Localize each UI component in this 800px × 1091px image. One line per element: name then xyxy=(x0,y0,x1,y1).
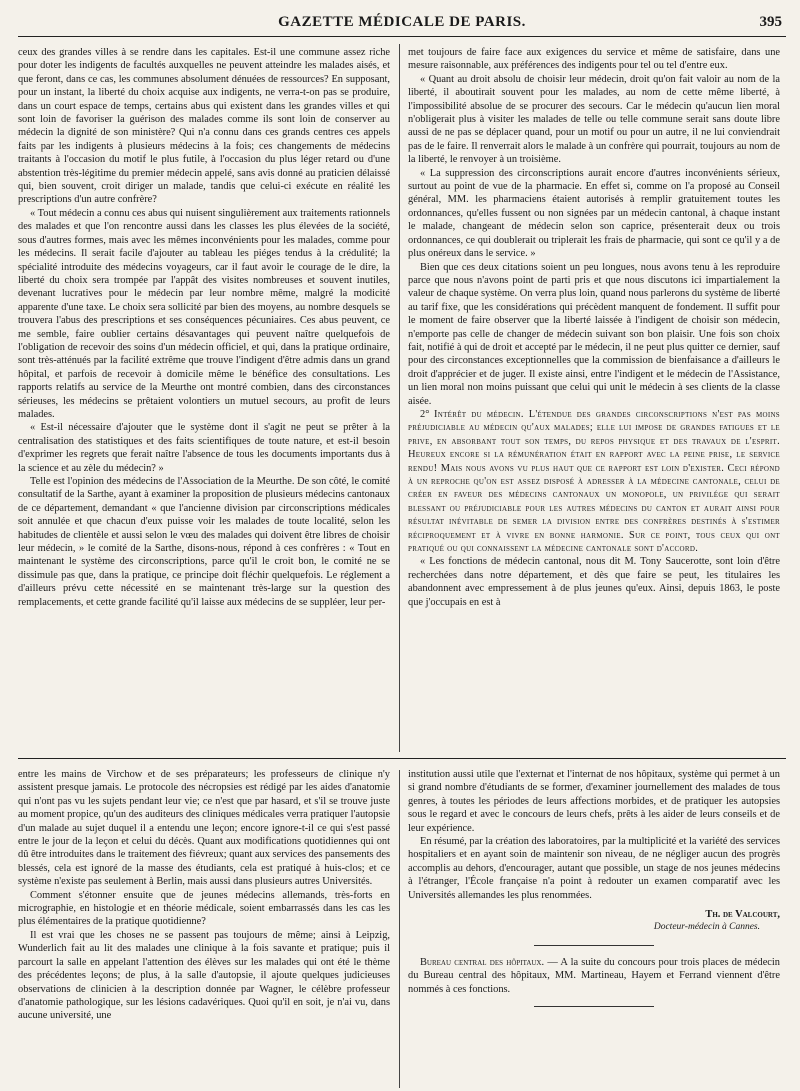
page-number: 395 xyxy=(759,14,782,30)
short-rule xyxy=(534,1006,654,1007)
section-text: Intérêt du médecin. L'étendue des grandes circonscriptions n'est pas moins préjudiciable au médecin qu'aux malades; elle lui impose de grandes fatigues et le prive, en absorbant tout son temps, du repos physique et des travaux de l'esprit. Heureux encore si la rémunération était en rapport avec la peine prise, le service rendu! Mais nous avons vu plus haut que ce rapport est loin d'exister. Ceci répond à un reproche qu'on est assez disposé à adresser à la médecine cantonale, celui de créer en faveur des médecins cantonaux un monopole, un privilége qui serait blessant ou préjudiciable pour les autres médecins du canton et aurait ainsi pour résultat inévitable de semer la division entre des confrères destinés à s'estimer réciproquement et à vivre en bonne harmonie. Sur ce point, tous ceux qui ont pratiqué ou qui connaissent la médecine cantonale sont d'accord. xyxy=(408,408,780,555)
lower-right-column xyxy=(408,768,780,1088)
paragraph: « La suppression des circonscriptions aurait encore d'autres inconvénients sérieux, surtout au point de vue de la pharmacie. En effet si, comme on l'a proposé au Conseil général, MM. les pharmaciens étaient autorisés à remplir gratuitement toutes les ordonnances, qu'elles fussent ou non signées par un médecin cantonal, à chaque instant le malade, changeant de médecin selon son caprice, présenterait deux ou trois ordonnances, ce qui doublerait ou triplerait les frais de pharmacie, qui sont ce qu'il y a de plus onéreux dans le service. » xyxy=(408,167,780,260)
bureau-title: Bureau central des hôpitaux. xyxy=(420,956,545,968)
paragraph: Telle est l'opinion des médecins de l'Association de la Meurthe. De son côté, le comité consultatif de la Sarthe, ayant à examiner la proposition de plusieurs médecins cantonaux de ce département, demandant « que l'ancienne division par circonscriptions médicales soit annulée et que chacun d'eux puisse voir les malades de toute localité, selon les habitudes de clientèle et aussi selon le vœu des malades qui doivent être libres de choisir leur médecin, » le comité de la Sarthe, disons-nous, répond à ces confrères : « Tout en maintenant le système des circonscriptions, parce qu'il le croit bon, le comité ne se dissimule pas que, dans la pratique, ce principe doit fléchir quelquefois. Le réglement a d'ailleurs prévu cette nécessité en se maintenant très-large sur la question des remplacements, et cette grande facilité qu'il laisse aux médecins de se suppléer, leur per- xyxy=(18,476,390,608)
paragraph-section-interet xyxy=(408,408,780,555)
paragraph: « Quant au droit absolu de choisir leur médecin, droit qu'on fait valoir au nom de la liberté, il aboutirait souvent pour les malades, au nom de cette même liberté, à l'impossibilité absolue de se procurer des secours. Car le médecin qu'aucun lien moral n'obligerait plus à visiter les malades de telle ou telle commune serait sans doute libre aussi de ne pas se déplacer quand, pour un motif ou pour un autre, il ne lui conviendrait pas de le faire. Il renverrait alors le malade à un confrère qui pourrait, toujours au nom de la liberté, le renvoyer à un troisième. xyxy=(408,73,780,166)
short-rule xyxy=(534,945,654,946)
paragraph: Bien que ces deux citations soient un peu longues, nous avons tenu à les reproduire parce que nous n'avons point de parti pris et que nous discutons ici impartialement la valeur de chaque système. On verra plus loin, quand nous parlerons du système de liberté au tarif fixe, que les considérations qui précèdent manquent de fondement. Il suffit pour le moment de faire observer que la liberté laissée à l'indigent de choisir son médecin, n'emporte pas celle de changer de médecin suivant son bon plaisir. Une fois son choix fait, notifié à qui de droit et accepté par le médecin, il ne peut plus quitter ce dernier, sauf pour des circonstances exceptionnelles que la commission de bienfaisance a d'ailleurs le droit d'apprécier et de juger. Il existe ainsi, entre l'indigent et le médecin de l'Assistance, un lien moral non moins puissant que celui qui unit le médecin à ses clients de la classe aisée. xyxy=(408,261,780,407)
bureau-text: — A la suite du concours pour trois places de médecin du Bureau central des hôpitaux, MM. Martineau, Hayem et Ferrand viennent d'être nommés à ces fonctions. xyxy=(408,956,780,995)
paragraph: met toujours de faire face aux exigences du service et même de satisfaire, dans une mesure raisonnable, aux préférences des indigents pour tel ou tel d'entre eux. xyxy=(408,47,780,72)
section-marker: 2° xyxy=(420,408,430,420)
paragraph: « Tout médecin a connu ces abus qui nuisent singulièrement aux traitements rationnels des malades et que l'on rencontre aussi dans les classes les plus élevées de la société, sous d'autres formes, mais avec les mêmes inconvénients pour les malades, comme pour les médecins. Il serait facile d'ajouter au tableau les piéges tendus à la crédulité; la spécialité introduite des médecins voyageurs, car il faut avoir le courage de le dire, la liberté du choix sera trompée par l'appât des visites nombreuses et souvent inutiles, devenant lucratives pour le médecin par leur nombre même, malgré la modicité apparente d'une taxe. Le choix sera sollicité par bien des moyens, au nombre desquels se trouvera l'abus des prescriptions et ses conséquences pécuniaires. Ces abus peuvent, ce me semble, faire oublier certains désavantages qui peuvent naître quelquefois de l'obligation de recevoir des soins d'un médecin officiel, et qui, dans la pratique ordinaire, sont très-atténués par la facilité extrême que trouve l'indigent d'être admis dans un grand hôpital, et parfois de recevoir à domicile même le bénéfice des consultations. Les rapports relatifs au service de la Meurthe ont montré combien, dans des circonstances sérieuses, les médecins se prêtaient volontiers un mutuel secours, au profit de leurs malades. xyxy=(18,207,390,420)
paragraph: « Les fonctions de médecin cantonal, nous dit M. Tony Saucerotte, sont loin d'être recherchées dans notre département, et dès que faire se peut, les titulaires les abandonnent avec empressement à de plus jeunes qu'eux. Ainsi, depuis 1863, le poste que j'occupais en est à xyxy=(408,556,780,608)
lower-left-column xyxy=(18,768,390,1088)
paragraph: entre les mains de Virchow et de ses préparateurs; les professeurs de clinique n'y assistent presque jamais. Le protocole des nécropsies est rédigé par les aides d'anatomie qui n'ont pas vu les sujets pendant leur vie; ce n'est que par hasard, et s'il se trouve juste au moment propice, qu'un des auditeurs des cliniques médicales verra pratiquer l'autopsie d'un malade au sujet duquel il a entendu une leçon; encore ignore-t-il ce qui s'est passé entre le jour de la leçon et celui du décès. Quant aux modifications quotidiennes qui ont dû être introduites dans le traitement des fiévreux; quant aux services des pansements des blessés, cela est ignoré de la masse des étudiants, cela est pratiqué à huis-clos; et ce système n'existe pas seulement à Berlin, mais aussi dans plusieurs autres Universités. xyxy=(18,769,390,888)
signature xyxy=(408,908,780,921)
paragraph: institution aussi utile que l'externat et l'internat de nos hôpitaux, système qui permet à un si grand nombre d'étudiants de se former, d'examiner journellement des malades de tous genres, à toutes les périodes de leurs affections morbides, et de pratiquer les autopsies sous le regard et avec le concours de leurs chefs, prêts à les aider de leurs conseils et de leur expérience. xyxy=(408,769,780,834)
paragraph: Il est vrai que les choses ne se passent pas toujours de même; ainsi à Leipzig, Wunderlich fait au lit des malades une clinique à la fois savante et pratique; puis il parcourt la salle en appelant l'attention des élèves sur les malades qui ont été le thème des précédentes leçons; de plus, à la salle d'autopsie, il ajoute quelques judicieuses observations de clinicien à la description donnée par Wagner, le célèbre professeur d'anatomie pathologique, sur les lésions cadavériques. Quoi qu'il en soit, je n'ai vu, dans aucune université, une xyxy=(18,929,390,1022)
paragraph: Comment s'étonner ensuite que de jeunes médecins allemands, très-forts en micrographie, en histologie et en théorie médicale, soient embarrassés dans les cas les plus élémentaires de la pratique quotidienne? xyxy=(18,889,390,928)
bureau-notice xyxy=(408,956,780,996)
paragraph: « Est-il nécessaire d'ajouter que le système dont il s'agit ne peut se prêter à la centralisation des statistiques et des faits scientifiques de toute nature, et est-il besoin d'exprimer les regrets que ferait naître l'absence de tous les documents importants dus à la science et au zèle du médecin? » xyxy=(18,422,390,474)
page-header xyxy=(18,10,786,37)
signature-title: Docteur-médecin à Cannes. xyxy=(653,922,760,933)
signature-name: Th. de Valcourt, xyxy=(705,909,780,921)
running-title: GAZETTE MÉDICALE DE PARIS. xyxy=(278,14,526,30)
upper-left-column xyxy=(18,46,390,750)
upper-right-column xyxy=(408,46,780,750)
section-divider xyxy=(18,758,786,759)
column-rule xyxy=(399,44,400,752)
paragraph: ceux des grandes villes à se rendre dans les capitales. Est-il une commune assez riche pour doter les indigents de facultés auxquelles ne peuvent atteindre les malades aisés, et que feront, dans ce cas, les communes absolument dénuées de ressources? En supposant, pour un instant, la liberté du choix acquise aux indigents, ne verra-t-on pas se produire, dans un court espace de temps, certains abus qui existent dans les grandes villes et qui sont loin de favoriser la guérison des malades comme ils sont loin de conserver au médecin la dignité de son ministère? Qui n'a connu dans ces grands centres ces appels faits par les indigents à plusieurs médecins à la fois; ces changements de médecins traitants à l'occasion du motif le plus futile, à l'occasion du plus léger retard ou d'une abstention très-légitime du premier médecin appelé, sans avis donné au praticien délaissé qui, bien souvent, croit diriger un malade, tandis que celui-ci exécute en réalité les prescriptions d'un autre confrère? xyxy=(18,47,390,206)
column-rule xyxy=(399,770,400,1088)
paragraph: En résumé, par la création des laboratoires, par la multiplicité et la variété des services hospitaliers et en ayant soin de maintenir son niveau, de ne négliger aucun des progrès accomplis au dehors, d'encourager, autant que possible, un stage de nos jeunes médecins à l'étranger, l'École française n'a point à redouter un examen comparatif avec les Universités allemandes les plus renommées. xyxy=(408,836,780,901)
